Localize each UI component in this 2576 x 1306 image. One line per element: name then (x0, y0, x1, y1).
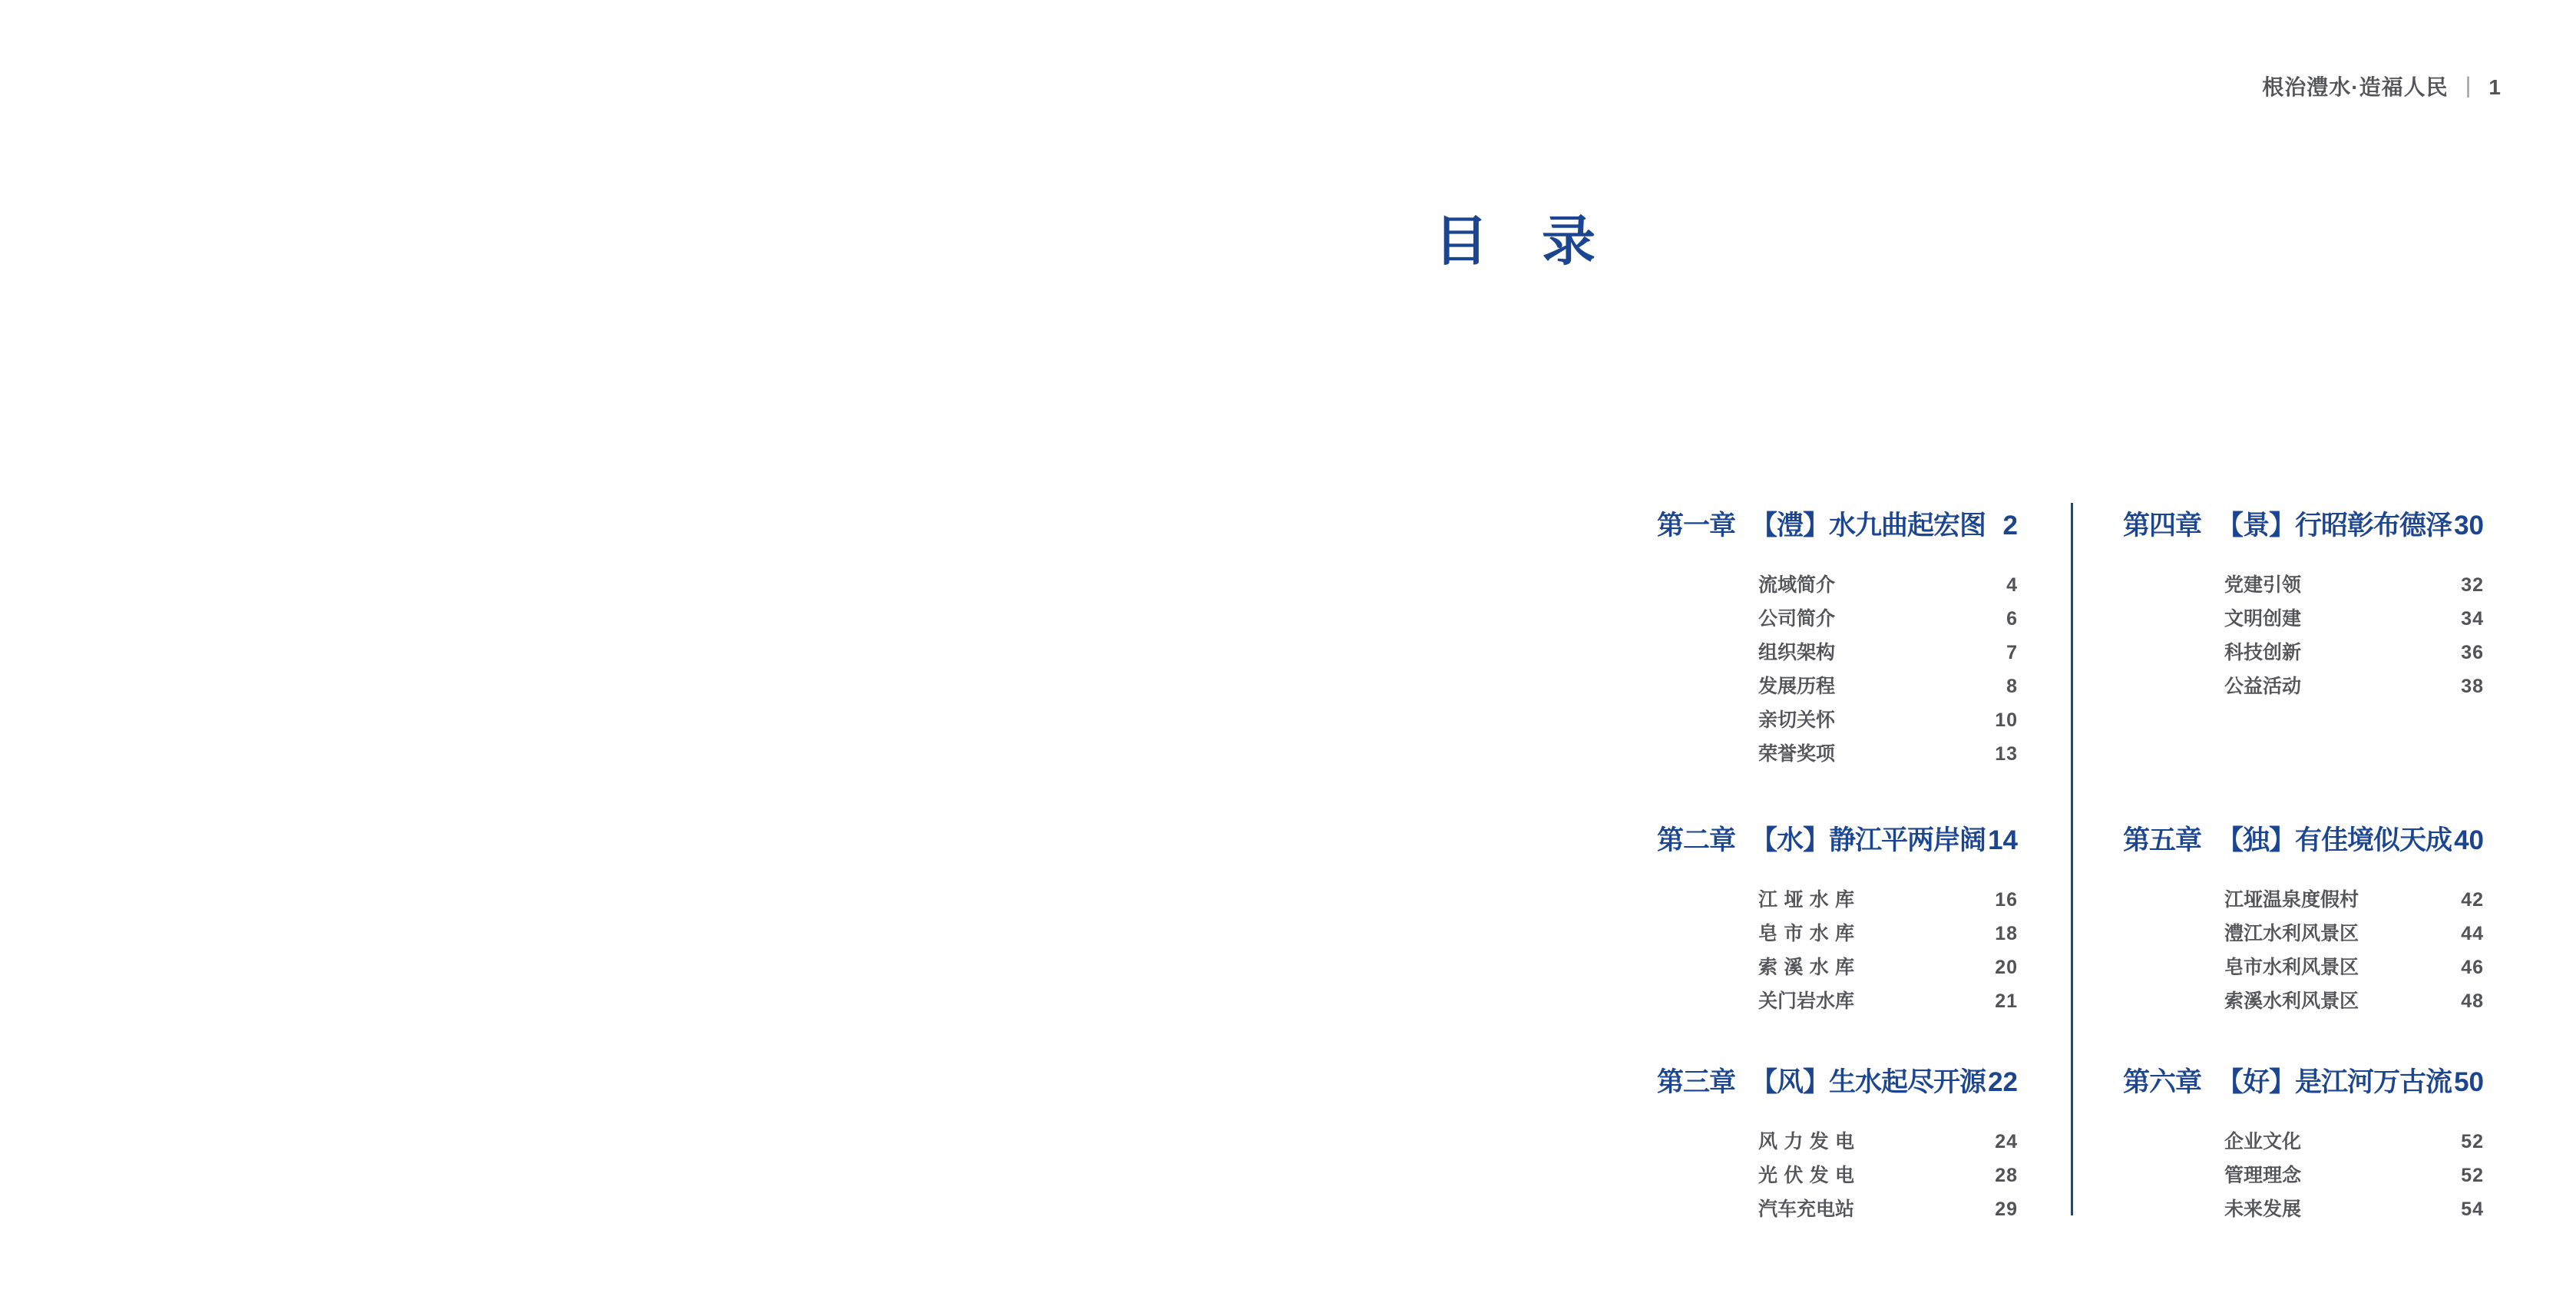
toc-item (1758, 1159, 2018, 1192)
chapter-label: 第六章 (2123, 1067, 2202, 1097)
chapter-page-number: 2 (2002, 511, 2018, 541)
chapter-item-list (2224, 568, 2484, 703)
chapter-title: 【水】静江平两岸阔 (1751, 825, 1986, 855)
toc-item-name: 风力发电 (1758, 1131, 1854, 1152)
toc-item-page: 28 (1995, 1165, 2018, 1186)
chapter-label: 第二章 (1657, 825, 1736, 855)
toc-item-page: 24 (1995, 1131, 2018, 1152)
toc-item-name: 公益活动 (2224, 676, 2302, 697)
toc-item (2224, 636, 2484, 670)
toc-item (2224, 602, 2484, 636)
toc-item (2224, 568, 2484, 602)
toc-item-name: 发展历程 (1758, 676, 1836, 697)
toc-item-page: 38 (2461, 676, 2484, 697)
page-header (2262, 74, 2502, 101)
chapter-item-list (1758, 883, 2018, 1018)
toc-item (2224, 883, 2484, 917)
toc-item (2224, 1159, 2484, 1192)
chapter-heading (2123, 510, 2484, 542)
toc-item-page: 52 (2461, 1165, 2484, 1186)
chapter-page-number: 50 (2454, 1067, 2484, 1097)
toc-item-name: 管理理念 (2224, 1165, 2302, 1186)
toc-item-name: 文明创建 (2224, 608, 2302, 630)
chapter-heading (1657, 510, 2018, 542)
chapter-item-list (2224, 1125, 2484, 1226)
chapter-block-1 (1657, 510, 2018, 771)
chapter-item-list (2224, 883, 2484, 1018)
toc-item-name: 组织架构 (1758, 642, 1836, 663)
chapter-block-6 (2123, 1066, 2484, 1226)
chapter-label: 第五章 (2123, 825, 2202, 855)
toc-item-page: 6 (2006, 608, 2018, 630)
toc-item-page: 32 (2461, 574, 2484, 596)
toc-item-page: 16 (1995, 889, 2018, 911)
toc-item-name: 光伏发电 (1758, 1165, 1854, 1186)
chapter-title: 【澧】水九曲起宏图 (1751, 511, 1986, 541)
chapter-item-list (1758, 568, 2018, 771)
toc-item-page: 48 (2461, 990, 2484, 1012)
toc-item (2224, 670, 2484, 703)
toc-item-page: 44 (2461, 923, 2484, 944)
chapter-page-number: 14 (1988, 825, 2018, 855)
toc-item (1758, 636, 2018, 670)
toc-item (1758, 670, 2018, 703)
chapter-label: 第三章 (1657, 1067, 1736, 1097)
toc-item (1758, 883, 2018, 917)
toc-item-page: 46 (2461, 957, 2484, 978)
toc-item-name: 流域简介 (1758, 574, 1836, 596)
toc-item-name: 澧江水利风景区 (2224, 923, 2359, 944)
toc-item-name: 亲切关怀 (1758, 709, 1836, 731)
chapter-page-number: 40 (2454, 825, 2484, 855)
toc-item-name: 党建引领 (2224, 574, 2302, 596)
chapter-heading (1657, 1066, 2018, 1099)
toc-item (2224, 951, 2484, 984)
chapter-label: 第一章 (1657, 511, 1736, 541)
chapter-block-4 (2123, 510, 2484, 703)
chapter-title: 【风】生水起尽开源 (1751, 1067, 1986, 1097)
header-page-number: 1 (2488, 75, 2502, 99)
toc-item-page: 52 (2461, 1131, 2484, 1152)
toc-item-page: 36 (2461, 642, 2484, 663)
toc-item-name: 索溪水利风景区 (2224, 990, 2359, 1012)
toc-item-page: 13 (1995, 743, 2018, 765)
toc-item (1758, 951, 2018, 984)
chapter-label: 第四章 (2123, 511, 2202, 541)
toc-item-page: 10 (1995, 709, 2018, 731)
toc-item-name: 公司简介 (1758, 608, 1836, 630)
chapter-heading (2123, 825, 2484, 857)
chapter-block-3 (1657, 1066, 2018, 1226)
toc-item (1758, 602, 2018, 636)
chapter-page-number: 30 (2454, 511, 2484, 541)
toc-item-name: 皂市水库 (1758, 923, 1854, 944)
column-divider (2071, 503, 2073, 1215)
toc-item (2224, 917, 2484, 951)
toc-item (1758, 703, 2018, 737)
toc-item-page: 29 (1995, 1199, 2018, 1220)
toc-item (1758, 984, 2018, 1018)
toc-item-name: 企业文化 (2224, 1131, 2302, 1152)
toc-item (2224, 1192, 2484, 1226)
chapter-block-2 (1657, 825, 2018, 1018)
toc-item (1758, 737, 2018, 771)
toc-item (2224, 1125, 2484, 1159)
chapter-title: 【独】有佳境似天成 (2217, 825, 2452, 855)
toc-item-name: 江垭水库 (1758, 889, 1854, 911)
header-slogan: 根治澧水·造福人民 (2262, 75, 2449, 99)
toc-item (2224, 984, 2484, 1018)
toc-item-name: 索溪水库 (1758, 957, 1854, 978)
toc-item (1758, 1125, 2018, 1159)
toc-item-page: 42 (2461, 889, 2484, 911)
toc-item-page: 21 (1995, 990, 2018, 1012)
chapter-heading (1657, 825, 2018, 857)
toc-item-name: 皂市水利风景区 (2224, 957, 2359, 978)
toc-item-page: 34 (2461, 608, 2484, 630)
toc-item-page: 7 (2006, 642, 2018, 663)
toc-item-page: 20 (1995, 957, 2018, 978)
header-separator: | (2465, 73, 2472, 98)
chapter-title: 【好】是江河万古流 (2217, 1067, 2452, 1097)
chapter-heading (2123, 1066, 2484, 1099)
chapter-block-5 (2123, 825, 2484, 1018)
toc-item-name: 科技创新 (2224, 642, 2302, 663)
toc-title: 目 录 (1434, 210, 1596, 271)
toc-item-name: 汽车充电站 (1758, 1199, 1855, 1220)
toc-item-name: 关门岩水库 (1758, 990, 1855, 1012)
toc-item-name: 未来发展 (2224, 1199, 2302, 1220)
toc-item-page: 18 (1995, 923, 2018, 944)
toc-item (1758, 917, 2018, 951)
toc-item (1758, 1192, 2018, 1226)
toc-item-name: 荣誉奖项 (1758, 743, 1836, 765)
chapter-item-list (1758, 1125, 2018, 1226)
chapter-page-number: 22 (1988, 1067, 2018, 1097)
toc-item-page: 54 (2461, 1199, 2484, 1220)
toc-item-name: 江垭温泉度假村 (2224, 889, 2359, 911)
toc-item (1758, 568, 2018, 602)
toc-item-page: 8 (2006, 676, 2018, 697)
toc-item-page: 4 (2006, 574, 2018, 596)
chapter-title: 【景】行昭彰布德泽 (2217, 511, 2452, 541)
